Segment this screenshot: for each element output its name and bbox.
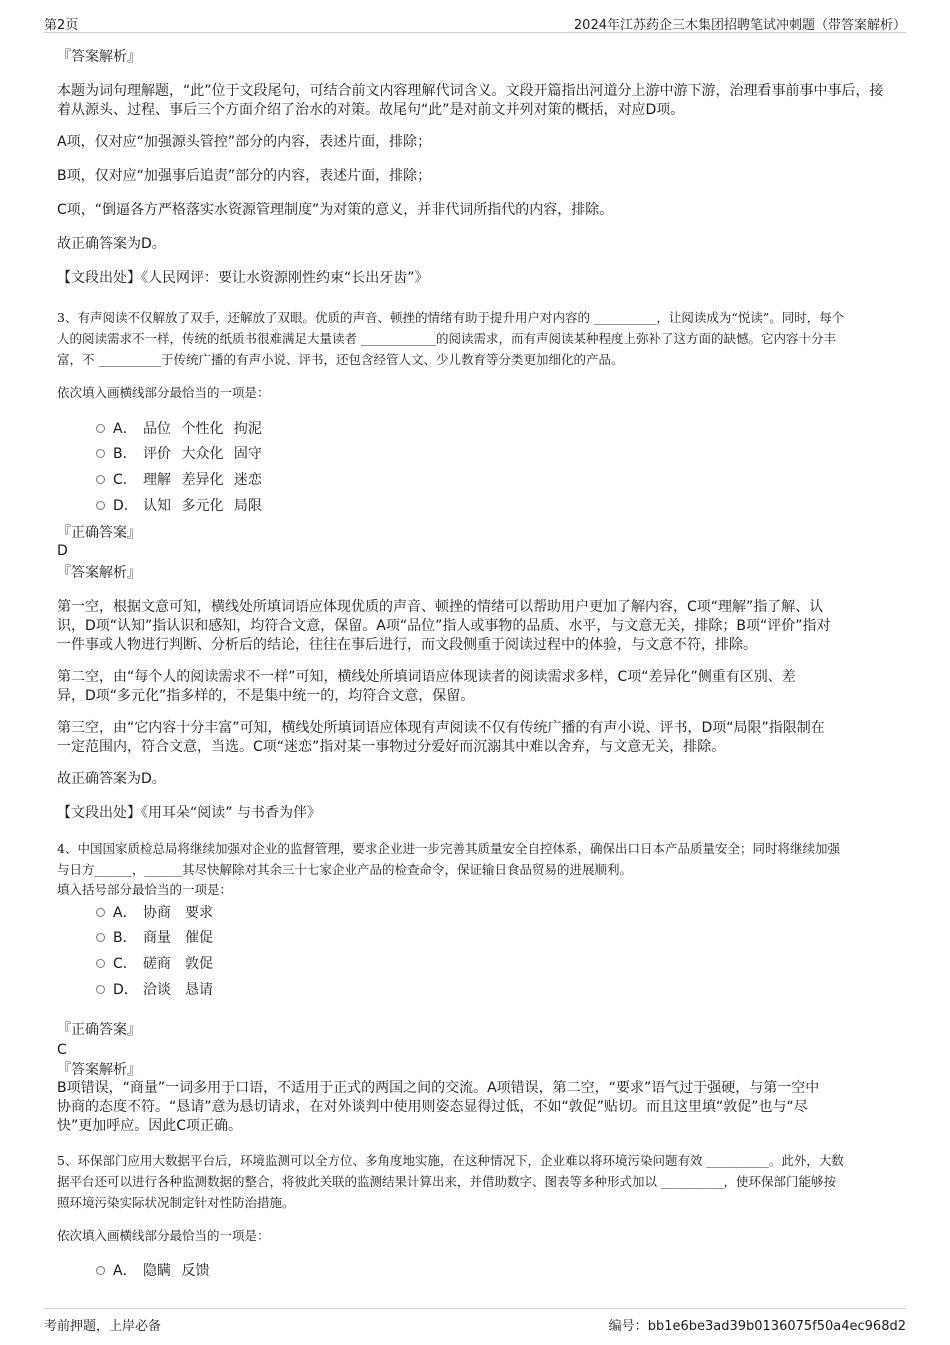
q3-answer: D xyxy=(57,543,68,559)
text-line: 识，D项“认知”指认识和感知，均符合文意，保留。A项“品位”指人或事物的品质、水平，与文意无关，排除；B项“评价”指对 xyxy=(57,618,831,634)
q3-option-b[interactable] xyxy=(96,443,262,463)
text-line: 第二空，由“每个人的阅读需求不一样”可知，横线处所填词语应体现读者的阅读需求多样，C项“差异化”侧重有区别、差 xyxy=(57,669,796,685)
radio-icon[interactable] xyxy=(96,501,105,510)
q4-option-a[interactable] xyxy=(96,902,213,922)
q2-analysis-c: C项，“倒逼各方严格落实水资源管理制度”为对策的意义，并非代词所指代的内容，排除。 xyxy=(57,202,614,218)
document-code xyxy=(609,1315,906,1334)
text-line: B项错误，“商量”一词多用于口语，不适用于正式的两国之间的交流。A项错误，第二空，“要求”语气过于强硬，与第一空中 xyxy=(57,1080,820,1096)
q5-stem-line: 5、环保部门应用大数据平台后，环境监测可以全方位、多角度地实施，在这种情况下，企业难以将环境污染问题有效 __________。此外，大数 xyxy=(57,1153,844,1168)
q2-analysis-b: B项，仅对应“加强事后追责”部分的内容，表述片面，排除； xyxy=(57,168,432,184)
code-value: bb1e6be3ad39b0136075f50a4ec968d2 xyxy=(647,1319,906,1334)
q3-option-d[interactable] xyxy=(96,495,262,515)
q3-stem-line: 3、有声阅读不仅解放了双手，还解放了双眼。优质的声音、顿挫的情绪有助于提升用户对内容的 __________，让阅读成为“悦读”。同时，每个 xyxy=(57,310,845,325)
q5-stem-line: 照环境污染实际状况制定针对性防治措施。 xyxy=(57,1195,295,1210)
text-line: 一件事或人物进行判断、分析后的结论，往往在事后进行，而文段侧重于阅读过程中的体验，与文意不符，排除。 xyxy=(57,637,757,653)
radio-icon[interactable] xyxy=(96,985,105,994)
option-letter: C． xyxy=(113,956,137,972)
q4-answer-title: 『正确答案』 xyxy=(57,1022,141,1038)
option-text: 协商 要求 xyxy=(143,905,213,921)
radio-icon[interactable] xyxy=(96,908,105,917)
q4-analysis xyxy=(57,1079,897,1136)
q2-analysis-p1: 本题为词句理解题，“此”位于文段尾句，可结合前文内容理解代词含义。文段开篇指出河道分上游中游下游，治理看事前事中事后，接着从源头、过程、事后三个方面介绍了治水的对策。故尾句“此”是对前文并列对策的概括，对应D项。 xyxy=(57,83,884,118)
option-text: 认知 多元化 局限 xyxy=(143,498,262,514)
q2-analysis-title: 『答案解析』 xyxy=(57,49,141,65)
q4-prompt: 填入括号部分最恰当的一项是： xyxy=(57,882,233,897)
option-text: 评价 大众化 固守 xyxy=(143,446,262,462)
option-letter: A． xyxy=(113,1263,137,1279)
option-letter: A． xyxy=(113,421,137,437)
q4-stem-line: 与日方______，______其尽快解除对其余三十七家企业产品的检查命令，保证输日食品贸易的进展顺利。 xyxy=(57,862,633,877)
text-line: 一定范围内，符合文意，当选。C项“迷恋”指对某一事物过分爱好而沉溺其中难以舍弃，与文意无关，排除。 xyxy=(57,739,726,755)
page-header xyxy=(44,12,906,33)
code-label: 编号： xyxy=(608,1319,648,1334)
q4-stem-line: 4、中国国家质检总局将继续加强对企业的监督管理，要求企业进一步完善其质量安全自控体系，确保出口日本产品质量安全；同时将继续加强 xyxy=(57,841,840,856)
q3-prompt: 依次填入画横线部分最恰当的一项是： xyxy=(57,385,270,400)
radio-icon[interactable] xyxy=(96,449,105,458)
page-number: 第2页 xyxy=(44,18,79,33)
text-line: 快”更加呼应。因此C项正确。 xyxy=(57,1118,243,1134)
q2-analysis-a: A项，仅对应“加强源头管控”部分的内容，表述片面，排除； xyxy=(57,134,432,150)
option-letter: C． xyxy=(113,472,137,488)
option-letter: B． xyxy=(113,446,137,462)
q3-analysis-title: 『答案解析』 xyxy=(57,565,141,581)
q2-conclusion: 故正确答案为D。 xyxy=(57,236,166,252)
option-letter: D． xyxy=(113,498,138,514)
option-letter: D． xyxy=(113,982,138,998)
text-line: 第一空，根据文意可知，横线处所填词语应体现优质的声音、顿挫的情绪可以帮助用户更加了解内容，C项“理解”指了解、认 xyxy=(57,599,824,615)
radio-icon[interactable] xyxy=(96,424,105,433)
text-line: 协商的态度不符。“恳请”意为恳切请求，在对外谈判中使用则姿态显得过低，不如“敦促”贴切。而且这里填“敦促”也与“尽 xyxy=(57,1099,808,1115)
option-text: 品位 个性化 拘泥 xyxy=(143,421,262,437)
q3-analysis-p1 xyxy=(57,598,897,655)
radio-icon[interactable] xyxy=(96,1266,105,1275)
text-line: 异，D项“多元化”指多样的，不是集中统一的，均符合文意，保留。 xyxy=(57,688,475,704)
option-letter: A． xyxy=(113,905,137,921)
option-text: 商量 催促 xyxy=(143,930,213,946)
text-line: 第三空，由“它内容十分丰富”可知，横线处所填词语应体现有声阅读不仅有传统广播的有声小说、评书，D项“局限”指限制在 xyxy=(57,720,825,736)
footer-slogan: 考前押题，上岸必备 xyxy=(44,1319,162,1334)
q3-option-c[interactable] xyxy=(96,469,262,489)
q3-analysis-p2 xyxy=(57,668,897,706)
radio-icon[interactable] xyxy=(96,959,105,968)
option-text: 磋商 敦促 xyxy=(143,956,213,972)
q3-option-a[interactable] xyxy=(96,418,262,438)
q4-answer: C xyxy=(57,1042,67,1058)
option-text: 理解 差异化 迷恋 xyxy=(143,472,262,488)
q3-stem xyxy=(57,307,902,370)
q2-source: 【文段出处】《人民网评：要让水资源刚性约束“长出牙齿”》 xyxy=(57,270,429,286)
q3-source: 【文段出处】《用耳朵“阅读” 与书香为伴》 xyxy=(57,805,321,821)
option-letter: B． xyxy=(113,930,137,946)
q4-option-d[interactable] xyxy=(96,979,213,999)
q4-analysis-title: 『答案解析』 xyxy=(57,1062,141,1078)
q5-stem-line: 据平台还可以进行各种监测数据的整合，将彼此关联的监测结果计算出来，并借助数字、图表等多种形式加以 __________，使环保部门能够按 xyxy=(57,1174,836,1189)
q3-answer-title: 『正确答案』 xyxy=(57,525,141,541)
q3-stem-line: 人的阅读需求不一样，传统的纸质书很难满足大量读者 ____________的阅读需求，而有声阅读某种程度上弥补了这方面的缺憾。它内容十分丰 xyxy=(57,331,836,346)
document-title: 2024年江苏药企三木集团招聘笔试冲刺题（带答案解析） xyxy=(573,18,906,33)
option-text: 隐瞒 反馈 xyxy=(143,1263,210,1279)
q5-stem xyxy=(57,1150,902,1213)
option-text: 洽谈 恳请 xyxy=(143,982,213,998)
q5-prompt: 依次填入画横线部分最恰当的一项是： xyxy=(57,1228,270,1243)
q3-analysis-p3 xyxy=(57,719,897,757)
radio-icon[interactable] xyxy=(96,933,105,942)
q4-option-c[interactable] xyxy=(96,953,213,973)
q5-option-a[interactable] xyxy=(96,1260,209,1280)
page-footer xyxy=(44,1308,906,1334)
q3-conclusion: 故正确答案为D。 xyxy=(57,771,166,787)
radio-icon[interactable] xyxy=(96,475,105,484)
q3-stem-line: 富，不 __________于传统广播的有声小说、评书，还包含经管人文、少儿教育等分类更加细化的产品。 xyxy=(57,352,624,367)
q4-stem xyxy=(57,838,902,880)
q4-option-b[interactable] xyxy=(96,927,213,947)
